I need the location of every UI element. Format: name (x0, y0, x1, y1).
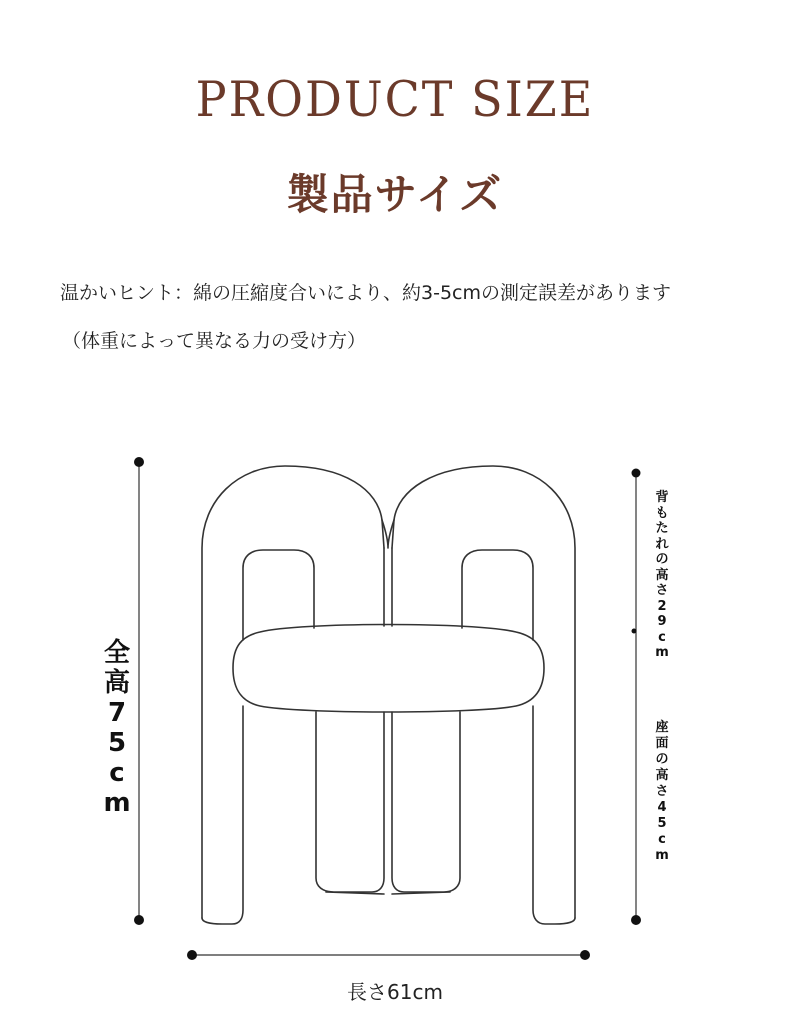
seat-height-label: 座 面 の 高 さ 4 5 c m (655, 720, 669, 863)
dot-total-bottom (134, 915, 144, 925)
measurement-note-sub: （体重によって異なる力の受け方） (62, 330, 367, 352)
chair-seat-cushion (233, 625, 544, 713)
dot-length-left (187, 950, 197, 960)
chair-front-left-leg (316, 712, 384, 892)
chair-left-frame (202, 466, 384, 918)
dot-side-top (632, 469, 641, 478)
title-japanese: 製品サイズ (286, 170, 504, 219)
total-height-label: 全 高 7 5 c m (103, 638, 131, 818)
dot-length-right (580, 950, 590, 960)
dot-total-top (134, 457, 144, 467)
dot-side-bottom (631, 915, 641, 925)
dot-side-mid (632, 629, 637, 634)
title-english: PRODUCT SIZE (195, 70, 595, 128)
length-label: 長さ61cm (347, 980, 443, 1004)
chair-front-right-leg (392, 712, 460, 892)
chair-left-outer-leg (202, 706, 243, 924)
measurement-note: 温かいヒント：綿の圧縮度合いにより、約3-5cmの測定誤差があります (60, 282, 671, 304)
chair-right-outer-leg (533, 706, 575, 924)
backrest-height-label: 背 も た れ の 高 さ 2 9 c m (655, 490, 669, 660)
chair-right-frame (392, 466, 575, 918)
